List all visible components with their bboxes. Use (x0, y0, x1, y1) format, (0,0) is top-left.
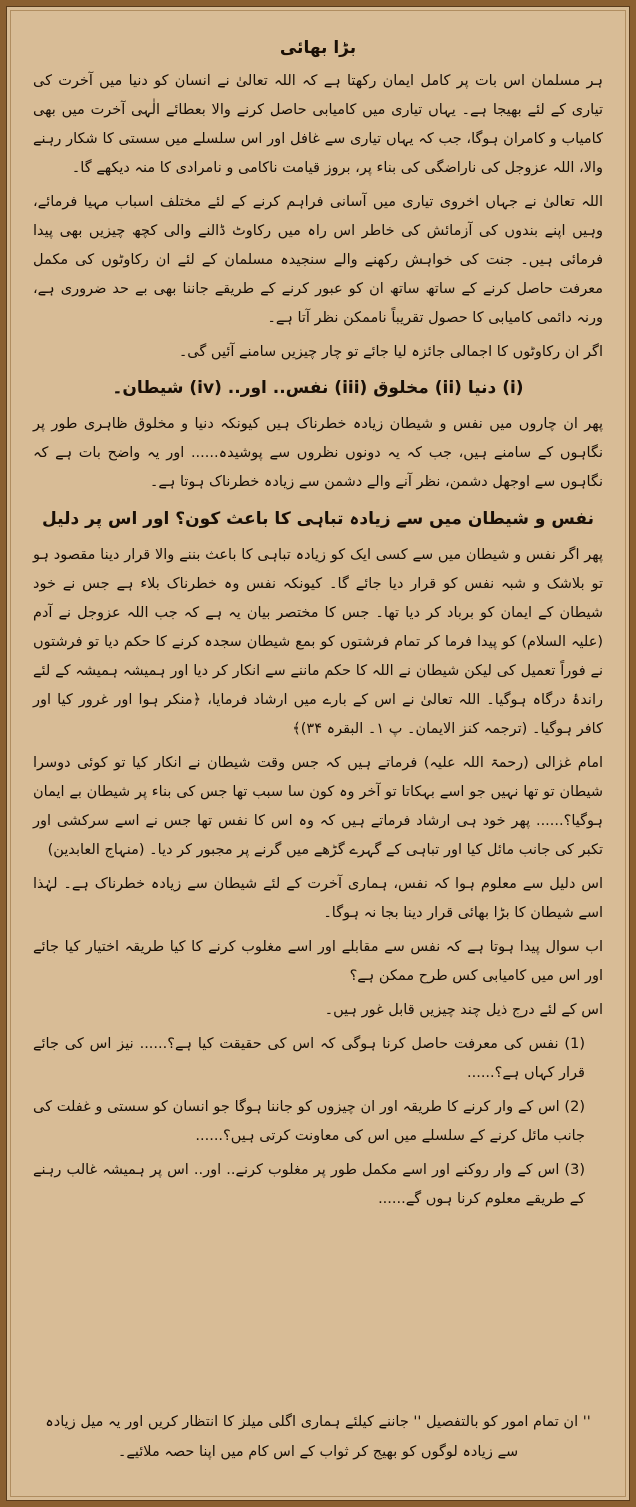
numbered-item-2: (2) اس کے وار کرنے کا طریقہ اور ان چیزوں کو جاننا ہوگا جو انسان کو سستی و غفلت کی جانب مائل کرنے کے سلسلے میں اس کی معاونت کرتی ہیں؟...... (33, 1099, 585, 1144)
four-obstacles-list: (i) دنیا (ii) مخلوق (iii) نفس.. اور.. (iv) شیطان۔ (112, 378, 524, 398)
article-body (33, 35, 603, 1219)
paragraph: پھر اگر نفس و شیطان میں سے کسی ایک کو زیادہ تباہی کا باعث بننے والا قرار دینا مقصود ہو تو بلاشک و شبہ نفس کو قرار دیا جائے گا۔ کیونکہ نفس وہ خطرناک بلاء ہے جس نے خود شیطان کے ایمان کو برباد کر دیا تھا۔ جس کا مختصر بیان یہ ہے کہ جب اللہ عزوجل نے آدم (علیہ السلام) کو پیدا فرما کر تمام فرشتوں کو بمع شیطان سجدہ کرنے کا حکم دیا تو فرشتوں نے فوراً تعمیل کی لیکن شیطان نے اللہ کا حکم ماننے سے انکار کر دیا اور ہمیشہ ہمیشہ کے لئے راندۂ درگاہ ہوگیا۔ اللہ تعالیٰ نے اس کے بارے میں ارشاد فرمایا، ﴿منکر ہوا اور غرور کیا اور کافر ہوگیا۔ (ترجمہ کنز الایمان۔ پ ۱۔ البقرہ ۳۴)﴾ (33, 547, 603, 737)
paragraph: اس دلیل سے معلوم ہوا کہ نفس، ہماری آخرت کے لئے شیطان سے زیادہ خطرناک ہے۔ لہٰذا اسے شیطان کا بڑا بھائی قرار دینا بجا نہ ہوگا۔ (33, 876, 603, 921)
article-title: بڑا بھائی (279, 38, 357, 58)
paragraph: اگر ان رکاوٹوں کا اجمالی جائزہ لیا جائے تو چار چیزیں سامنے آئیں گی۔ (178, 344, 603, 360)
paragraph: پھر ان چاروں میں نفس و شیطان زیادہ خطرناک ہیں کیونکہ دنیا و مخلوق ظاہری طور پر نگاہوں کے سامنے ہیں، جب کہ یہ دونوں نظروں سے پوشیدہ...... اور یہ واضح بات ہے کہ نگاہوں سے اوجھل دشمن، نظر آنے والے دشمن سے زیادہ خطرناک ہوتا ہے۔ (33, 416, 603, 490)
paragraph: اب سوال پیدا ہوتا ہے کہ نفس سے مقابلے اور اسے مغلوب کرنے کا کیا طریقہ اختیار کیا جائے اور اس میں کامیابی کس طرح ممکن ہے؟ (33, 939, 603, 984)
paragraph: اس کے لئے درج ذیل چند چیزیں قابل غور ہیں۔ (324, 1002, 603, 1018)
paragraph: ہر مسلمان اس بات پر کامل ایمان رکھتا ہے کہ اللہ تعالیٰ نے انسان کو دنیا میں آخرت کی تیاری کے لئے بھیجا ہے۔ یہاں تیاری میں کامیابی حاصل کرنے والا بعطائے الٰہی آخرت میں بھی کامیاب و کامران ہوگا، جب کہ یہاں تیاری سے غافل اور اس سلسلے میں سستی کا شکار رہنے والا، اللہ عزوجل کی ناراضگی کی بناء پر، بروز قیامت ناکامی و نامرادی کا منہ دیکھے گا۔ (33, 73, 603, 176)
closing-note: '' ان تمام امور کو بالتفصیل '' جاننے کیلئے ہماری اگلی میلز کا انتظار کریں اور یہ میل زیادہ سے زیادہ لوگوں کو بھیج کر ثواب کے اس کام میں اپنا حصہ ملائیے۔ (45, 1414, 591, 1460)
section-heading: نفس و شیطان میں سے زیادہ تباہی کا باعث کون؟ اور اس پر دلیل (41, 509, 595, 529)
page-frame (6, 6, 630, 1501)
numbered-item-1: (1) نفس کی معرفت حاصل کرنا ہوگی کہ اس کی حقیقت کیا ہے؟...... نیز اس کی جائے قرار کہاں ہے؟...... (33, 1036, 585, 1081)
paragraph: امام غزالی (رحمۃ اللہ علیہ) فرماتے ہیں کہ جس وقت شیطان نے انکار کیا تو کوئی دوسرا شیطان تو تھا نہیں جو اسے بہکاتا تو آخر وہ کون سا سبب تھا جس کی بناء پر شیطان بے ایمان ہوگیا؟...... پھر خود ہی ارشاد فرماتے ہیں کہ وہ اس کا نفس تھا جس نے اسے سرکشی اور تکبر کی جانب مائل کیا اور تباہی کے گہرے گڑھے میں گرنے پر مجبور کر دیا۔ (منہاج العابدین) (33, 755, 603, 858)
numbered-item-3: (3) اس کے وار روکنے اور اسے مکمل طور پر مغلوب کرنے.. اور.. اس پر ہمیشہ غالب رہنے کے طریقے معلوم کرنا ہوں گے...... (33, 1162, 585, 1207)
paragraph: اللہ تعالیٰ نے جہاں اخروی تیاری میں آسانی فراہم کرنے کے لئے مختلف اسباب مہیا فرمائے، وہیں اپنے بندوں کی آزمائش کی خاطر اس راہ میں رکاوٹ ڈالنے والی کچھ چیزیں بھی پیدا فرمائی ہیں۔ جنت کی خواہش رکھنے والے سنجیدہ مسلمان کے لئے ان رکاوٹوں کی مکمل معرفت حاصل کرنے کے ساتھ ساتھ ان کو عبور کرنے کے طریقے جاننا بھی بے حد ضروری ہے، ورنہ دائمی کامیابی کا حصول تقریباً ناممکن نظر آتا ہے۔ (33, 194, 603, 326)
